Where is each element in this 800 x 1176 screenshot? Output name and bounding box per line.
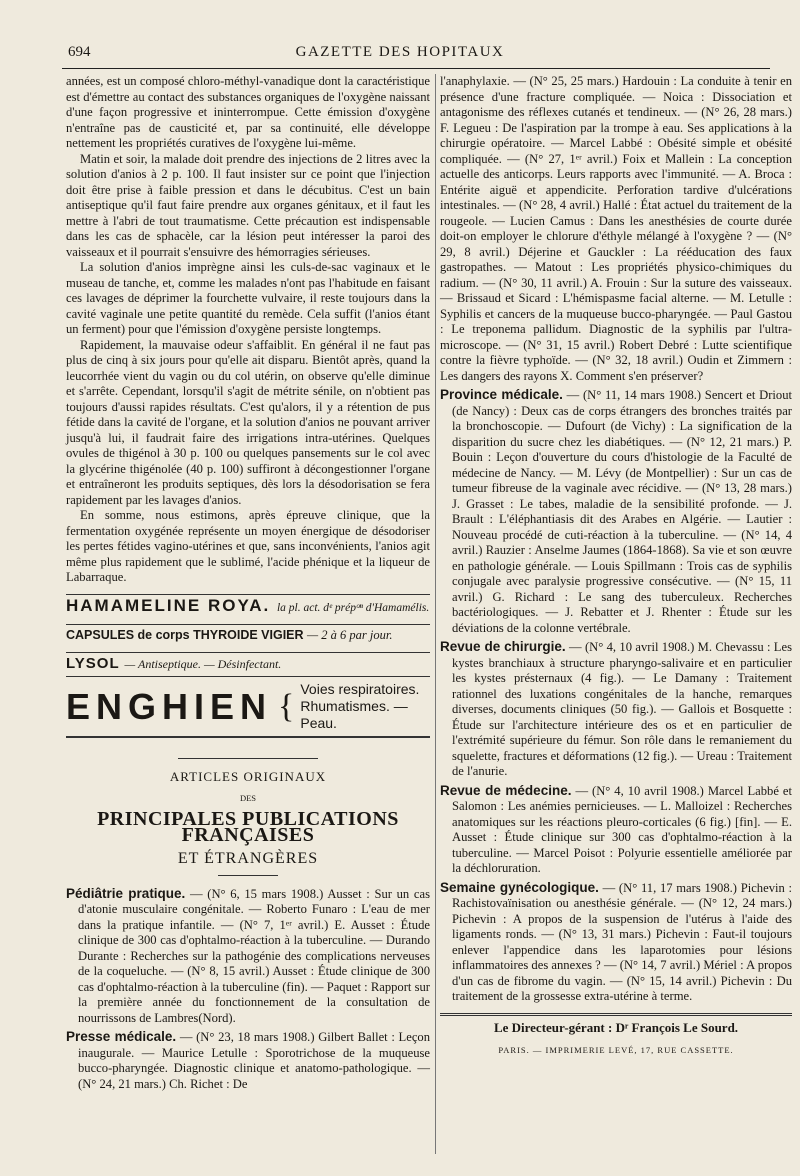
main-title: PRINCIPALES PUBLICATIONS FRANÇAISES [97, 808, 399, 846]
section-title: Revue de médecine. [440, 782, 572, 798]
section-title: Revue de chirurgie. [440, 639, 566, 654]
separator [218, 875, 278, 876]
main-title-2: ET ÉTRANGÈRES [177, 850, 319, 867]
ad-enghien-line1: Voies respiratoires. [300, 681, 420, 697]
articles-heading: ARTICLES ORIGINAUX [169, 769, 327, 784]
header-rule [62, 68, 770, 69]
separator [178, 758, 318, 759]
paragraph: La solution d'anios imprègne ainsi les culs-de-sac vaginaux et le museau de tanche, et, comme les malades n'ont pas l'habitude en faisant ces lavages de déprimer la fourchette vulvaire, il reste toujours dans la cavité vaginale une petite quantité du remède. Cela suffit (l'anios étant un ferment) pour que l'émission d'oxygène persiste longtemps. [66, 260, 430, 336]
ad-capsules-name: CAPSULES de corps THYROIDE VIGIER [66, 628, 304, 642]
brace-icon: { [278, 687, 295, 725]
section-text: — (N° 11, 17 mars 1908.) Pichevin : Rachistovaïnisation ou anesthésie générale. — (N° 12, 24 mars.) Pichevin : A propos de la suspension de l'utérus à l'aide des ligaments ronds. — (N° 13, 31 mars.) Pichevin : Faut-il toujours enlever l'appendice dans les laparotomies pour lésions inflammatoires des annexes ? — (N° 14, 7 avril.) Mériel : A propos d'un cas de fibrome du vagin. — (N° 15, 14 avril.) Pichevin : Du traitement de la grossesse extra-utérine à terme. [452, 880, 792, 1003]
ad-hamameline [66, 594, 430, 617]
paragraph: années, est un composé chloro-méthyl-vanadique dont la caractéristique est d'émettre au contact des substances organiques de l'oxygène naissant d'une façon progressive et ininterrompue. Cette émission d'oxygène n'entraîne pas de causticité et, par sa continuité, elle développe nettement les propriétés curatives de l'oxygène lui-même. [66, 74, 430, 150]
ad-lysol-name: LYSOL [66, 654, 120, 672]
section-text: — (N° 23, 18 mars 1908.) Gilbert Ballet : Leçon inaugurale. — Maurice Letulle : Sporotrichose de la muqueuse bucco-pharyngée. Diagnostic clinique et anatomo-pathologique. — (N° 24, 21 mars.) Ch. Richet : De [78, 1030, 430, 1091]
page-number: 694 [68, 44, 91, 60]
section-chirurgie [440, 639, 792, 780]
section-text: — (N° 6, 15 mars 1908.) Ausset : Sur un cas d'atonie musculaire congénitale. — Roberto Funaro : L'eau de mer dans la pratique infantile. — (N° 7, 1ᵉʳ avril.) E. Ausset : Étude clinique de 300 cas d'ophtalmo-réaction à la tuberculine. — Durando Durante : Recherches sur la pathogénie des complications nerveuses de la coqueluche. — (N° 8, 15 avril.) Ausset : Étude clinique de 300 cas d'ophtalmo-réaction à la tuberculine (fin). — Paquet : Rapport sur la première année du fonctionnement de la consultation de nourrissons de Lambres(Nord). [78, 886, 430, 1025]
ad-enghien-text [300, 681, 430, 732]
paragraph: Matin et soir, la malade doit prendre des injections de 2 litres avec la solution d'anios à 2 p. 100. Il faut insister sur ce point que l'injection doit être prise à faible pression et dans le décubitus. C'est un bain antiseptique qu'il faut faire prendre aux organes génitaux, et il faut les mettre à l'abri de tout traumatisme. Cette précaution est indispensable dans les cas de sphacèle, car la lésion peut intéresser la paroi des vaisseaux et il pourrait s'ensuivre des hémorragies sérieuses. [66, 151, 430, 259]
printer-line: PARIS. — IMPRIMERIE LEVÉ, 17, RUE CASSETTE. [498, 1045, 734, 1055]
signature: Le Directeur-gérant : Dʳ François Le Sourd. [493, 1019, 739, 1035]
ad-lysol-sub: — Antiseptique. — Désinfectant. [124, 656, 282, 671]
section-text: — (N° 11, 14 mars 1908.) Sencert et Driout (de Nancy) : Deux cas de corps étrangers des bronches traités par la bronchoscopie. — Dufourt (de Vichy) : La signification de la disparition du sucre chez les diabétiques. — (N° 12, 21 mars.) P. Bouin : Leçon d'ouverture du cours d'histologie de la Faculté de médecine de Nancy. — M. Lévy (de Montpellier) : Sur un cas de tumeur fibreuse de la vaginale avec récidive. — (N° 13, 28 mars.) J. Grasset : Le tabes, maladie de la sensibilité profonde. — J. Brault : L'éléphantiasis dit des Arabes en Algérie. — Lautier : Nouveau procédé de cuti-réaction à la tuberculine. — (N° 14, 4 avril.) Rauzier : Anselme Jaumes (1864-1868). Sa vie et son œuvre en pathologie générale. — Louis Spillmann : Trois cas de syphilis conjugale avec paralysie progressive consécutive. — (N° 15, 11 avril.) G. Richard : Le sang des tuberculeux. Recherches bactériologiques. — J. Rebatter et J. Rhenter : Étude sur les déviations de la colonne vertébrale. [452, 388, 793, 635]
section-title: Presse médicale. [66, 1029, 177, 1044]
section-text: — (N° 4, 10 avril 1908.) Marcel Labbé et Salomon : Les anémies pernicieuses. — L. Malloizel : Recherches anatomiques sur les réactions pleuro-corticales (6 fig.) [fin]. — E. Ausset : Étude clinique sur 300 cas d'ophtalmo-réaction à la tuberculine. — Marcel Poisot : Polyurie essentielle améliorée par la déchloruration. [452, 783, 792, 875]
paragraph: En somme, nous estimons, après épreuve clinique, que la fermentation oxygénée représente un moyen énergique de désodoriser les pertes fétides vagino-utérines et que, sans inconvénients, l'anios agit même plus rapidement que le sublimé, l'acide phénique et la liqueur de Labarraque. [66, 508, 430, 584]
paragraph: l'anaphylaxie. — (N° 25, 25 mars.) Hardouin : La conduite à tenir en présence d'une fracture compliquée. — Noica : Dissociation et antagonisme des réflexes cutanés et tendineux. — (N° 26, 28 mars.) F. Leguеu : De l'aspiration par la trompe à eau. Ses applications à la chirurgie opératoire. — Marcel Labbé : Obésité simple et obésité compliquée. — (N° 27, 1ᵉʳ avril.) Foix et Mallein : La conception actuelle des anticorps. Leurs rapports avec l'immunité. — A. Broca : Entérite aiguë et appendicite. Perforation tardive d'ulcérations intestinales. — (N° 28, 4 avril.) Hallé : État actuel du traitement de la rougeole. — Lucien Camus : Dans les anesthésies de courte durée doit-on employer le chlorure d'éthyle mélangé à l'oxygène ? — (N° 29, 8 avril.) Déjerine et Gauckler : La rééducation des faux gastropathes. — Matout : Les propriétés physico-chimiques du radium. — (N° 30, 11 avril.) A. Frouin : Sur la suture des vaisseaux. — Brissaud et Sicard : L'hémispasme facial alterne. — M. Letulle : Syphilis et cancers de la muqueuse bucco-pharyngée. — Paul Gastou : Le treponema pallidum. Diagnostic de la syphilis par l'ultra-microscope. — (N° 31, 15 avril.) Robert Debré : Lutte scientifique contre la fièvre typhoïde. — (N° 32, 18 avril.) Oudin et Zimmern : Les dangers des rayons X. Comment s'en préserver? [440, 74, 792, 383]
section-gynecologique [440, 880, 792, 1005]
ad-hamameline-sub: la pl. act. dᵉ prépᵒⁿ d'Hamamélis. [276, 601, 430, 614]
right-column [440, 74, 792, 1059]
section-title: Semaine gynécologique. [440, 879, 599, 895]
section-title: Pédiâtrie pratique. [66, 885, 186, 901]
ad-hamameline-name: HAMAMELINE ROYA. [66, 595, 271, 615]
running-title: GAZETTE DES HOPITAUX [295, 44, 505, 60]
ad-enghien-line2: Rhumatismes. — Peau. [300, 698, 408, 731]
section-presse [66, 1029, 430, 1092]
footer-rule [440, 1013, 792, 1016]
section-province [440, 387, 792, 636]
section-text: — (N° 4, 10 avril 1908.) M. Chevassu : Les kystes branchiaux à structure pharyngo-salivaire et en particulier les kystes présternaux (4 fig.). — Le Damany : Traitement rationnel des luxations congénitales de la hanche, remarques diverses, documents cliniques (50 fig.). — Gallois et Bosquette : Étude sur l'architecture intérieure des os et en particulier de l'extrémité supérieure du fémur. Son rôle dans le remaniement du squelette, fractures et déformations (12 fig.). — Ureau : Traitement de l'anurie. [452, 640, 792, 778]
ad-capsules [66, 624, 430, 644]
section-pediatrie [66, 886, 430, 1027]
left-column [66, 74, 430, 1092]
ad-capsules-sub: — 2 à 6 par jour. [307, 628, 393, 642]
section-title: Province médicale. [440, 387, 563, 402]
paragraph: Rapidement, la mauvaise odeur s'affaiblit. En général il ne faut pas plus de cinq à six jours pour qu'elle ait disparu. Bientôt après, quand la leucorrhée vient du vagin ou du col utérin, on observe qu'elle diminue et s'arrête. Cependant, lorsqu'il s'agit de métrite sénile, on n'obtient pas toujours d'aussi rapides résultats. C'est qu'alors, il y a rétention de pus fétide dans la cavité de l'organe, et la solution d'anios ne pouvant arriver jusqu'à lui, il faudrait faire des irrigations intra-utérines. Quelques ovules de thigénol à 30 p. 100 ou quelques pansements sur le col avec la glycérine thigénolée (40 p. 100) suffiront à décongestionner l'organe et entraîneront les produits septiques, dès lors la désodorisation se fera rapidement par les lavages d'anios. [66, 337, 430, 507]
ad-enghien-name: ENGHIEN [66, 685, 273, 727]
des-label: DES [239, 792, 257, 803]
column-divider [435, 74, 436, 1154]
ad-enghien [66, 676, 430, 738]
section-medecine [440, 783, 792, 877]
ad-lysol [66, 652, 430, 673]
